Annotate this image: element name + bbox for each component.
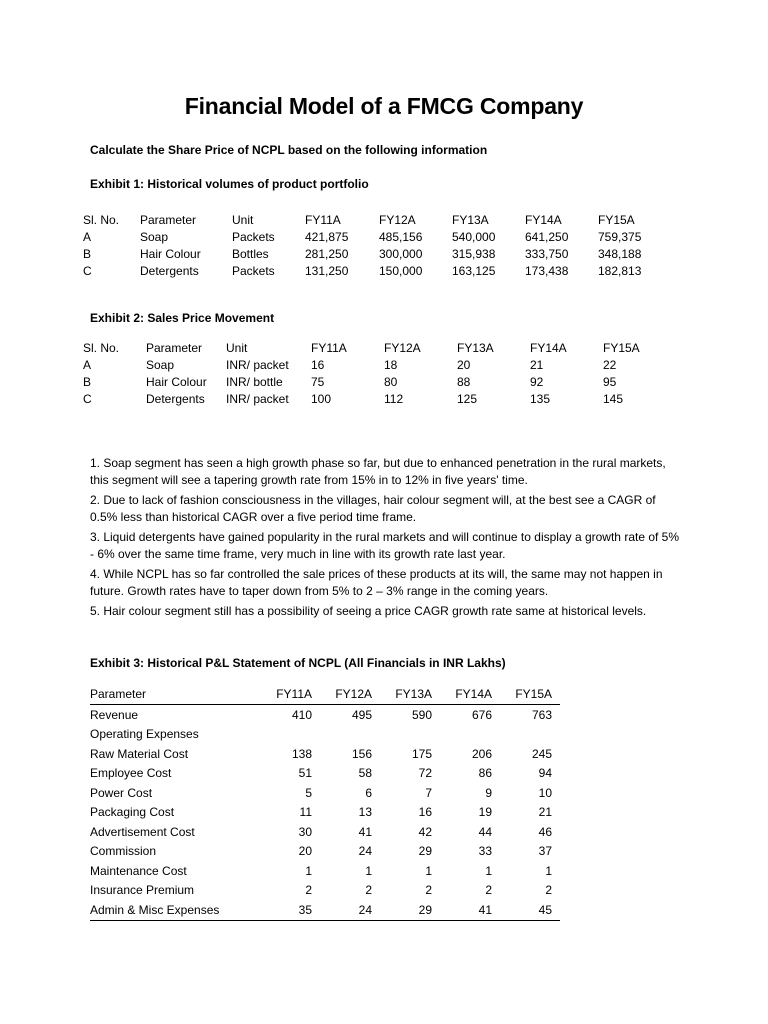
table-cell: 2 (545, 883, 552, 898)
table-cell: 44 (478, 824, 492, 839)
table-cell: 72 (418, 766, 432, 781)
header-cell: FY15A (598, 212, 635, 227)
table-cell: 20 (298, 844, 312, 859)
table-cell: 1 (305, 863, 312, 878)
table-cell: 24 (358, 844, 372, 859)
table-cell: Admin & Misc Expenses (90, 902, 220, 917)
table-row (90, 881, 560, 901)
table-cell: Soap (140, 229, 169, 244)
table-cell: 315,938 (452, 246, 496, 261)
table-cell: 11 (299, 805, 312, 820)
header-cell: Parameter (90, 687, 147, 701)
table-cell: 1 (485, 863, 492, 878)
note-item: 2. Due to lack of fashion consciousness in the villages, hair colour segment will, at the best see a CAGR of 0.5% less than historical CAGR over a five period time frame. (90, 493, 656, 524)
header-cell: FY13A (452, 212, 489, 227)
table-cell: 138 (291, 746, 312, 761)
header-cell: FY12A (379, 212, 416, 227)
table-cell: Insurance Premium (90, 883, 195, 898)
table-cell: 9 (485, 785, 492, 800)
table-cell: 131,250 (305, 263, 349, 278)
table-cell: 2 (485, 883, 492, 898)
table-cell: 7 (425, 785, 432, 800)
table-cell: 22 (603, 357, 617, 372)
table-cell: 16 (311, 357, 325, 372)
exhibit2-table (83, 339, 676, 407)
table-row (90, 861, 560, 881)
table-cell: 175 (411, 746, 432, 761)
table-cell: 540,000 (452, 229, 496, 244)
page-title: Financial Model of a FMCG Company (184, 93, 584, 119)
table-cell: 29 (418, 844, 432, 859)
exhibit1-table (83, 211, 671, 279)
table-cell: 206 (471, 746, 492, 761)
table-cell: Operating Expenses (90, 727, 199, 742)
table-cell (500, 725, 560, 745)
table-cell: 421,875 (305, 229, 349, 244)
note-item: 1. Soap segment has seen a high growth phase so far, but due to enhanced penetration in the rural markets, this segment will see a tapering growth rate from 15% in to 12% in five years' time. (90, 456, 666, 487)
table-cell: Detergents (146, 391, 205, 406)
table-cell: Packets (232, 263, 275, 278)
table-cell: 2 (305, 883, 312, 898)
table-cell: 86 (478, 766, 492, 781)
table-row (90, 822, 560, 842)
table-row (90, 764, 560, 784)
table-cell: 80 (384, 374, 398, 389)
table-cell: 135 (530, 391, 551, 406)
table-cell: 495 (351, 707, 372, 722)
table-cell: 1 (545, 863, 552, 878)
table-cell: 21 (538, 805, 552, 820)
table-cell: 13 (358, 805, 372, 820)
header-cell: FY14A (530, 340, 567, 355)
table-cell: 94 (538, 766, 552, 781)
table-cell: Hair Colour (146, 374, 207, 389)
table-header-row (83, 339, 676, 356)
table-cell: 92 (530, 374, 544, 389)
table-cell: C (83, 391, 92, 406)
table-cell: 88 (457, 374, 471, 389)
table-cell: A (83, 357, 92, 372)
header-cell: Unit (232, 212, 254, 227)
table-row (83, 245, 671, 262)
instruction-text: Calculate the Share Price of NCPL based on the following information (90, 143, 488, 157)
table-cell: 410 (291, 707, 312, 722)
table-cell: 35 (298, 902, 312, 917)
table-cell: 21 (530, 357, 544, 372)
table-cell: 29 (418, 902, 432, 917)
table-cell: Packets (232, 229, 275, 244)
table-cell: 759,375 (598, 229, 642, 244)
table-header-row (90, 684, 560, 705)
table-row (90, 803, 560, 823)
header-cell: FY11A (276, 687, 312, 701)
note-item: 4. While NCPL has so far controlled the sale prices of these products at its will, the same may not happen in future. Growth rates have to taper down from 5% to 2 – 3% range in the coming years. (90, 567, 663, 598)
table-cell: Raw Material Cost (90, 746, 189, 761)
table-cell: B (83, 246, 92, 261)
table-cell: Commission (90, 844, 157, 859)
table-cell: 763 (531, 707, 552, 722)
note-item: 5. Hair colour segment still has a possibility of seeing a price CAGR growth rate same at historical levels. (90, 604, 647, 618)
table-cell: 46 (538, 824, 552, 839)
table-cell: INR/ bottle (226, 374, 283, 389)
table-cell: INR/ packet (226, 357, 289, 372)
header-cell: FY11A (311, 340, 347, 355)
table-cell: 24 (358, 902, 372, 917)
header-cell: FY15A (603, 340, 640, 355)
table-cell: 163,125 (452, 263, 496, 278)
table-cell: 75 (311, 374, 325, 389)
table-cell: 156 (351, 746, 372, 761)
table-cell: 33 (478, 844, 492, 859)
table-cell (320, 725, 380, 745)
header-cell: FY14A (525, 212, 562, 227)
table-cell: Advertisement Cost (90, 824, 195, 839)
table-row (83, 390, 676, 407)
table-cell: 281,250 (305, 246, 349, 261)
table-cell: Packaging Cost (90, 805, 175, 820)
table-cell (440, 725, 500, 745)
table-row (83, 356, 676, 373)
exhibit1-heading: Exhibit 1: Historical volumes of product portfolio (90, 177, 369, 191)
table-row (90, 744, 560, 764)
table-row (90, 900, 560, 920)
table-cell: 333,750 (525, 246, 569, 261)
table-cell: 485,156 (379, 229, 423, 244)
table-cell: INR/ packet (226, 391, 289, 406)
table-cell: 641,250 (525, 229, 569, 244)
table-cell: A (83, 229, 92, 244)
table-cell (260, 725, 320, 745)
table-cell: 145 (603, 391, 624, 406)
table-row (83, 373, 676, 390)
table-cell: 6 (365, 785, 372, 800)
header-cell: Parameter (140, 212, 197, 227)
table-cell: 42 (418, 824, 432, 839)
header-cell: Sl. No. (83, 212, 120, 227)
table-cell: 41 (358, 824, 372, 839)
table-cell: 45 (538, 902, 552, 917)
header-cell: FY15A (515, 687, 552, 701)
header-cell: FY11A (305, 212, 341, 227)
table-header-row (83, 211, 671, 228)
table-cell: 112 (384, 391, 404, 406)
table-row (83, 228, 671, 245)
table-cell: Bottles (232, 246, 269, 261)
table-cell: 10 (538, 785, 552, 800)
table-cell: 1 (425, 863, 432, 878)
table-cell: 95 (603, 374, 617, 389)
table-cell: Power Cost (90, 785, 153, 800)
table-cell: 5 (305, 785, 312, 800)
header-cell: FY12A (335, 687, 372, 701)
table-cell: 245 (531, 746, 552, 761)
table-cell: 676 (471, 707, 492, 722)
table-cell: 2 (425, 883, 432, 898)
table-row (90, 725, 560, 745)
table-cell: Soap (146, 357, 175, 372)
exhibit2-heading: Exhibit 2: Sales Price Movement (90, 311, 275, 325)
table-row (83, 262, 671, 279)
table-cell: 58 (358, 766, 372, 781)
table-cell: Hair Colour (140, 246, 201, 261)
table-cell: 150,000 (379, 263, 423, 278)
table-cell: 182,813 (598, 263, 642, 278)
header-cell: Parameter (146, 340, 203, 355)
table-cell: 300,000 (379, 246, 423, 261)
table-row (90, 705, 560, 725)
table-cell: B (83, 374, 92, 389)
table-cell: 173,438 (525, 263, 569, 278)
table-cell: 590 (411, 707, 432, 722)
header-cell: FY12A (384, 340, 421, 355)
notes-list (90, 455, 680, 624)
header-cell: FY14A (455, 687, 492, 701)
header-cell: FY13A (395, 687, 432, 701)
table-row (90, 783, 560, 803)
table-cell: 30 (298, 824, 312, 839)
note-item: 3. Liquid detergents have gained popularity in the rural markets and will continue to display a growth rate of 5% - 6% over the same time frame, very much in line with its growth rate last year. (90, 530, 680, 561)
table-cell: 19 (478, 805, 492, 820)
table-cell: 2 (365, 883, 372, 898)
table-cell: 51 (298, 766, 312, 781)
table-cell: 37 (538, 844, 552, 859)
table-cell: 16 (418, 805, 432, 820)
header-cell: Unit (226, 340, 248, 355)
table-cell: 348,188 (598, 246, 642, 261)
table-cell: Employee Cost (90, 766, 172, 781)
table-cell: Maintenance Cost (90, 863, 187, 878)
table-cell: 18 (384, 357, 398, 372)
table-cell: C (83, 263, 92, 278)
exhibit3-heading: Exhibit 3: Historical P&L Statement of NCPL (All Financials in INR Lakhs) (90, 656, 506, 670)
header-cell: Sl. No. (83, 340, 120, 355)
table-cell: 20 (457, 357, 471, 372)
table-cell: 41 (478, 902, 492, 917)
header-cell: FY13A (457, 340, 494, 355)
table-cell: 1 (365, 863, 372, 878)
table-cell: Revenue (90, 707, 139, 722)
table-cell: 100 (311, 391, 332, 406)
table-cell (380, 725, 440, 745)
table-cell: 125 (457, 391, 478, 406)
table-row (90, 842, 560, 862)
exhibit3-table (90, 684, 560, 921)
table-cell: Detergents (140, 263, 199, 278)
